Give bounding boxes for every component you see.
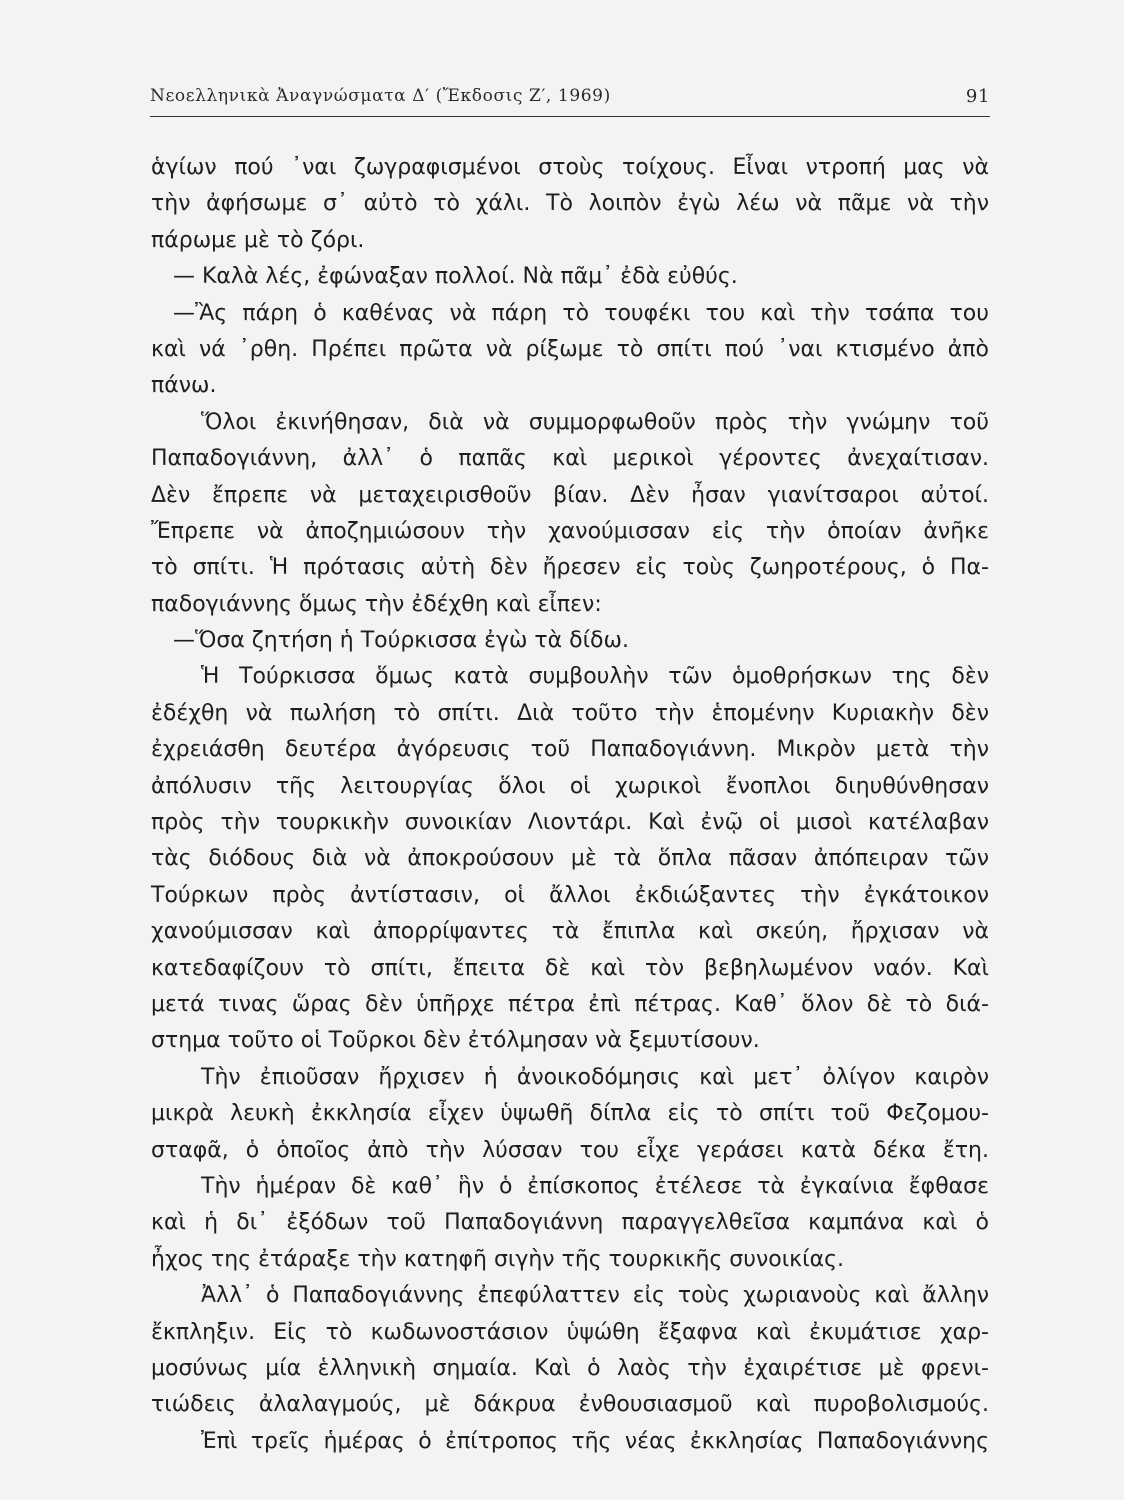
text-line: Δὲν ἔπρεπε νὰ μεταχειρισθοῦν βίαν. Δὲν ἦσαν γιανίτσαροι αὐτοί. xyxy=(151,482,989,508)
text-line: πάρωμε μὲ τὸ ζόρι. xyxy=(151,227,365,253)
paragraph-start-line: Ἀλλ᾿ ὁ Παπαδογιάννης ἐπεφύλαττεν εἰς τοὺς χωριανοὺς καὶ ἄλλην xyxy=(201,1283,989,1309)
header-rule xyxy=(150,116,990,117)
text-line: καὶ νά ᾿ρθη. Πρέπει πρῶτα νὰ ρίξωμε τὸ σπίτι πού ᾿ναι κτισμένο ἀπὸ xyxy=(151,336,989,362)
text-line: τὰς διόδους διὰ νὰ ἀποκρούσουν μὲ τὰ ὅπλα πᾶσαν ἀπόπειραν τῶν xyxy=(151,846,989,872)
text-line: ἐχρειάσθη δευτέρα ἀγόρευσις τοῦ Παπαδογιάννη. Μικρὸν μετὰ τὴν xyxy=(151,737,989,763)
dialogue-line: —Ἂς πάρη ὁ καθένας νὰ πάρη τὸ τουφέκι του καὶ τὴν τσάπα του xyxy=(173,300,989,326)
text-line: μικρὰ λευκὴ ἐκκλησία εἶχεν ὑψωθῆ δίπλα εἰς τὸ σπίτι τοῦ Φεζομου- xyxy=(151,1101,989,1127)
dialogue-line: —Ὅσα ζητήση ἡ Τούρκισσα ἐγὼ τὰ δίδω. xyxy=(173,628,629,654)
paragraph-start-line: Ἐπὶ τρεῖς ἡμέρας ὁ ἐπίτροπος τῆς νέας ἐκκλησίας Παπαδογιάννης xyxy=(201,1428,989,1454)
dialogue-line: — Καλὰ λές, ἐφώναξαν πολλοί. Νὰ πᾶμ᾿ ἐδὰ εὐθύς. xyxy=(173,264,738,290)
text-line: παδογιάννης ὅμως τὴν ἐδέχθη καὶ εἶπεν: xyxy=(151,591,602,617)
paragraph-start-line: Τὴν ἡμέραν δὲ καθ᾿ ἣν ὁ ἐπίσκοπος ἐτέλεσε τὰ ἐγκαίνια ἔφθασε xyxy=(201,1173,989,1199)
text-line: σταφᾶ, ὁ ὁποῖος ἀπὸ τὴν λύσσαν του εἶχε γεράσει κατὰ δέκα ἔτη. xyxy=(151,1137,989,1163)
text-line: Τούρκων πρὸς ἀντίστασιν, οἱ ἄλλοι ἐκδιώξαντες τὴν ἐγκάτοικον xyxy=(151,882,989,908)
page-number: 91 xyxy=(965,86,990,107)
text-line: τὴν ἀφήσωμε σ᾿ αὐτὸ τὸ χάλι. Τὸ λοιπὸν ἐγὼ λέω νὰ πᾶμε νὰ τὴν xyxy=(151,191,989,217)
text-line: πάνω. xyxy=(151,373,217,399)
paragraph-start-line: Ἡ Τούρκισσα ὅμως κατὰ συμβουλὴν τῶν ὁμοθρήσκων της δὲν xyxy=(201,664,989,690)
header-title: Νεοελληνικὰ Ἀναγνώσματα Δ′ (Ἔκδοσις Ζ′, 1969) xyxy=(150,86,611,106)
running-header xyxy=(150,86,990,110)
text-line: κατεδαφίζουν τὸ σπίτι, ἔπειτα δὲ καὶ τὸν βεβηλωμένον ναόν. Καὶ xyxy=(151,955,989,981)
text-line: Ἔπρεπε νὰ ἀποζημιώσουν τὴν χανούμισσαν εἰς τὴν ὁποίαν ἀνῆκε xyxy=(151,518,989,544)
text-line: μοσύνως μία ἑλληνικὴ σημαία. Καὶ ὁ λαὸς τὴν ἐχαιρέτισε μὲ φρενι- xyxy=(151,1355,989,1381)
text-line: ἔκπληξιν. Εἰς τὸ κωδωνοστάσιον ὑψώθη ἔξαφνα καὶ ἐκυμάτισε χαρ- xyxy=(151,1319,989,1345)
text-line: ἐδέχθη νὰ πωλήση τὸ σπίτι. Διὰ τοῦτο τὴν ἑπομένην Κυριακὴν δὲν xyxy=(151,700,989,726)
text-line: χανούμισσαν καὶ ἀπορρίψαντες τὰ ἔπιπλα καὶ σκεύη, ἤρχισαν νὰ xyxy=(151,919,989,945)
text-line: στημα τοῦτο οἱ Τοῦρκοι δὲν ἐτόλμησαν νὰ ξεμυτίσουν. xyxy=(151,1028,760,1054)
text-line: ἀπόλυσιν τῆς λειτουργίας ὅλοι οἱ χωρικοὶ ἔνοπλοι διηυθύνθησαν xyxy=(151,773,989,799)
text-line: καὶ ἡ δι᾿ ἐξόδων τοῦ Παπαδογιάννη παραγγελθεῖσα καμπάνα καὶ ὁ xyxy=(151,1210,989,1236)
text-line: τιώδεις ἀλαλαγμούς, μὲ δάκρυα ἐνθουσιασμοῦ καὶ πυροβολισμούς. xyxy=(151,1392,989,1418)
paragraph-start-line: Ὅλοι ἐκινήθησαν, διὰ νὰ συμμορφωθοῦν πρὸς τὴν γνώμην τοῦ xyxy=(201,409,989,435)
text-line: Παπαδογιάννη, ἀλλ᾿ ὁ παπᾶς καὶ μερικοὶ γέροντες ἀνεχαίτισαν. xyxy=(151,446,989,472)
text-line: πρὸς τὴν τουρκικὴν συνοικίαν Λιοντάρι. Καὶ ἐνῷ οἱ μισοὶ κατέλαβαν xyxy=(151,810,989,836)
text-line: τὸ σπίτι. Ἡ πρότασις αὐτὴ δὲν ἤρεσεν εἰς τοὺς ζωηροτέρους, ὁ Πα- xyxy=(151,555,989,581)
text-line: ἦχος της ἐτάραξε τὴν κατηφῆ σιγὴν τῆς τουρκικῆς συνοικίας. xyxy=(151,1246,844,1272)
text-line: ἁγίων πού ᾿ναι ζωγραφισμένοι στοὺς τοίχους. Εἶναι ντροπή μας νὰ xyxy=(151,155,989,180)
body-text xyxy=(151,150,989,1460)
paragraph-start-line: Τὴν ἐπιοῦσαν ἤρχισεν ἡ ἀνοικοδόμησις καὶ μετ᾿ ὀλίγον καιρὸν xyxy=(201,1064,989,1090)
text-line: μετά τινας ὥρας δὲν ὑπῆρχε πέτρα ἐπὶ πέτρας. Καθ᾿ ὅλον δὲ τὸ διά- xyxy=(151,991,989,1017)
